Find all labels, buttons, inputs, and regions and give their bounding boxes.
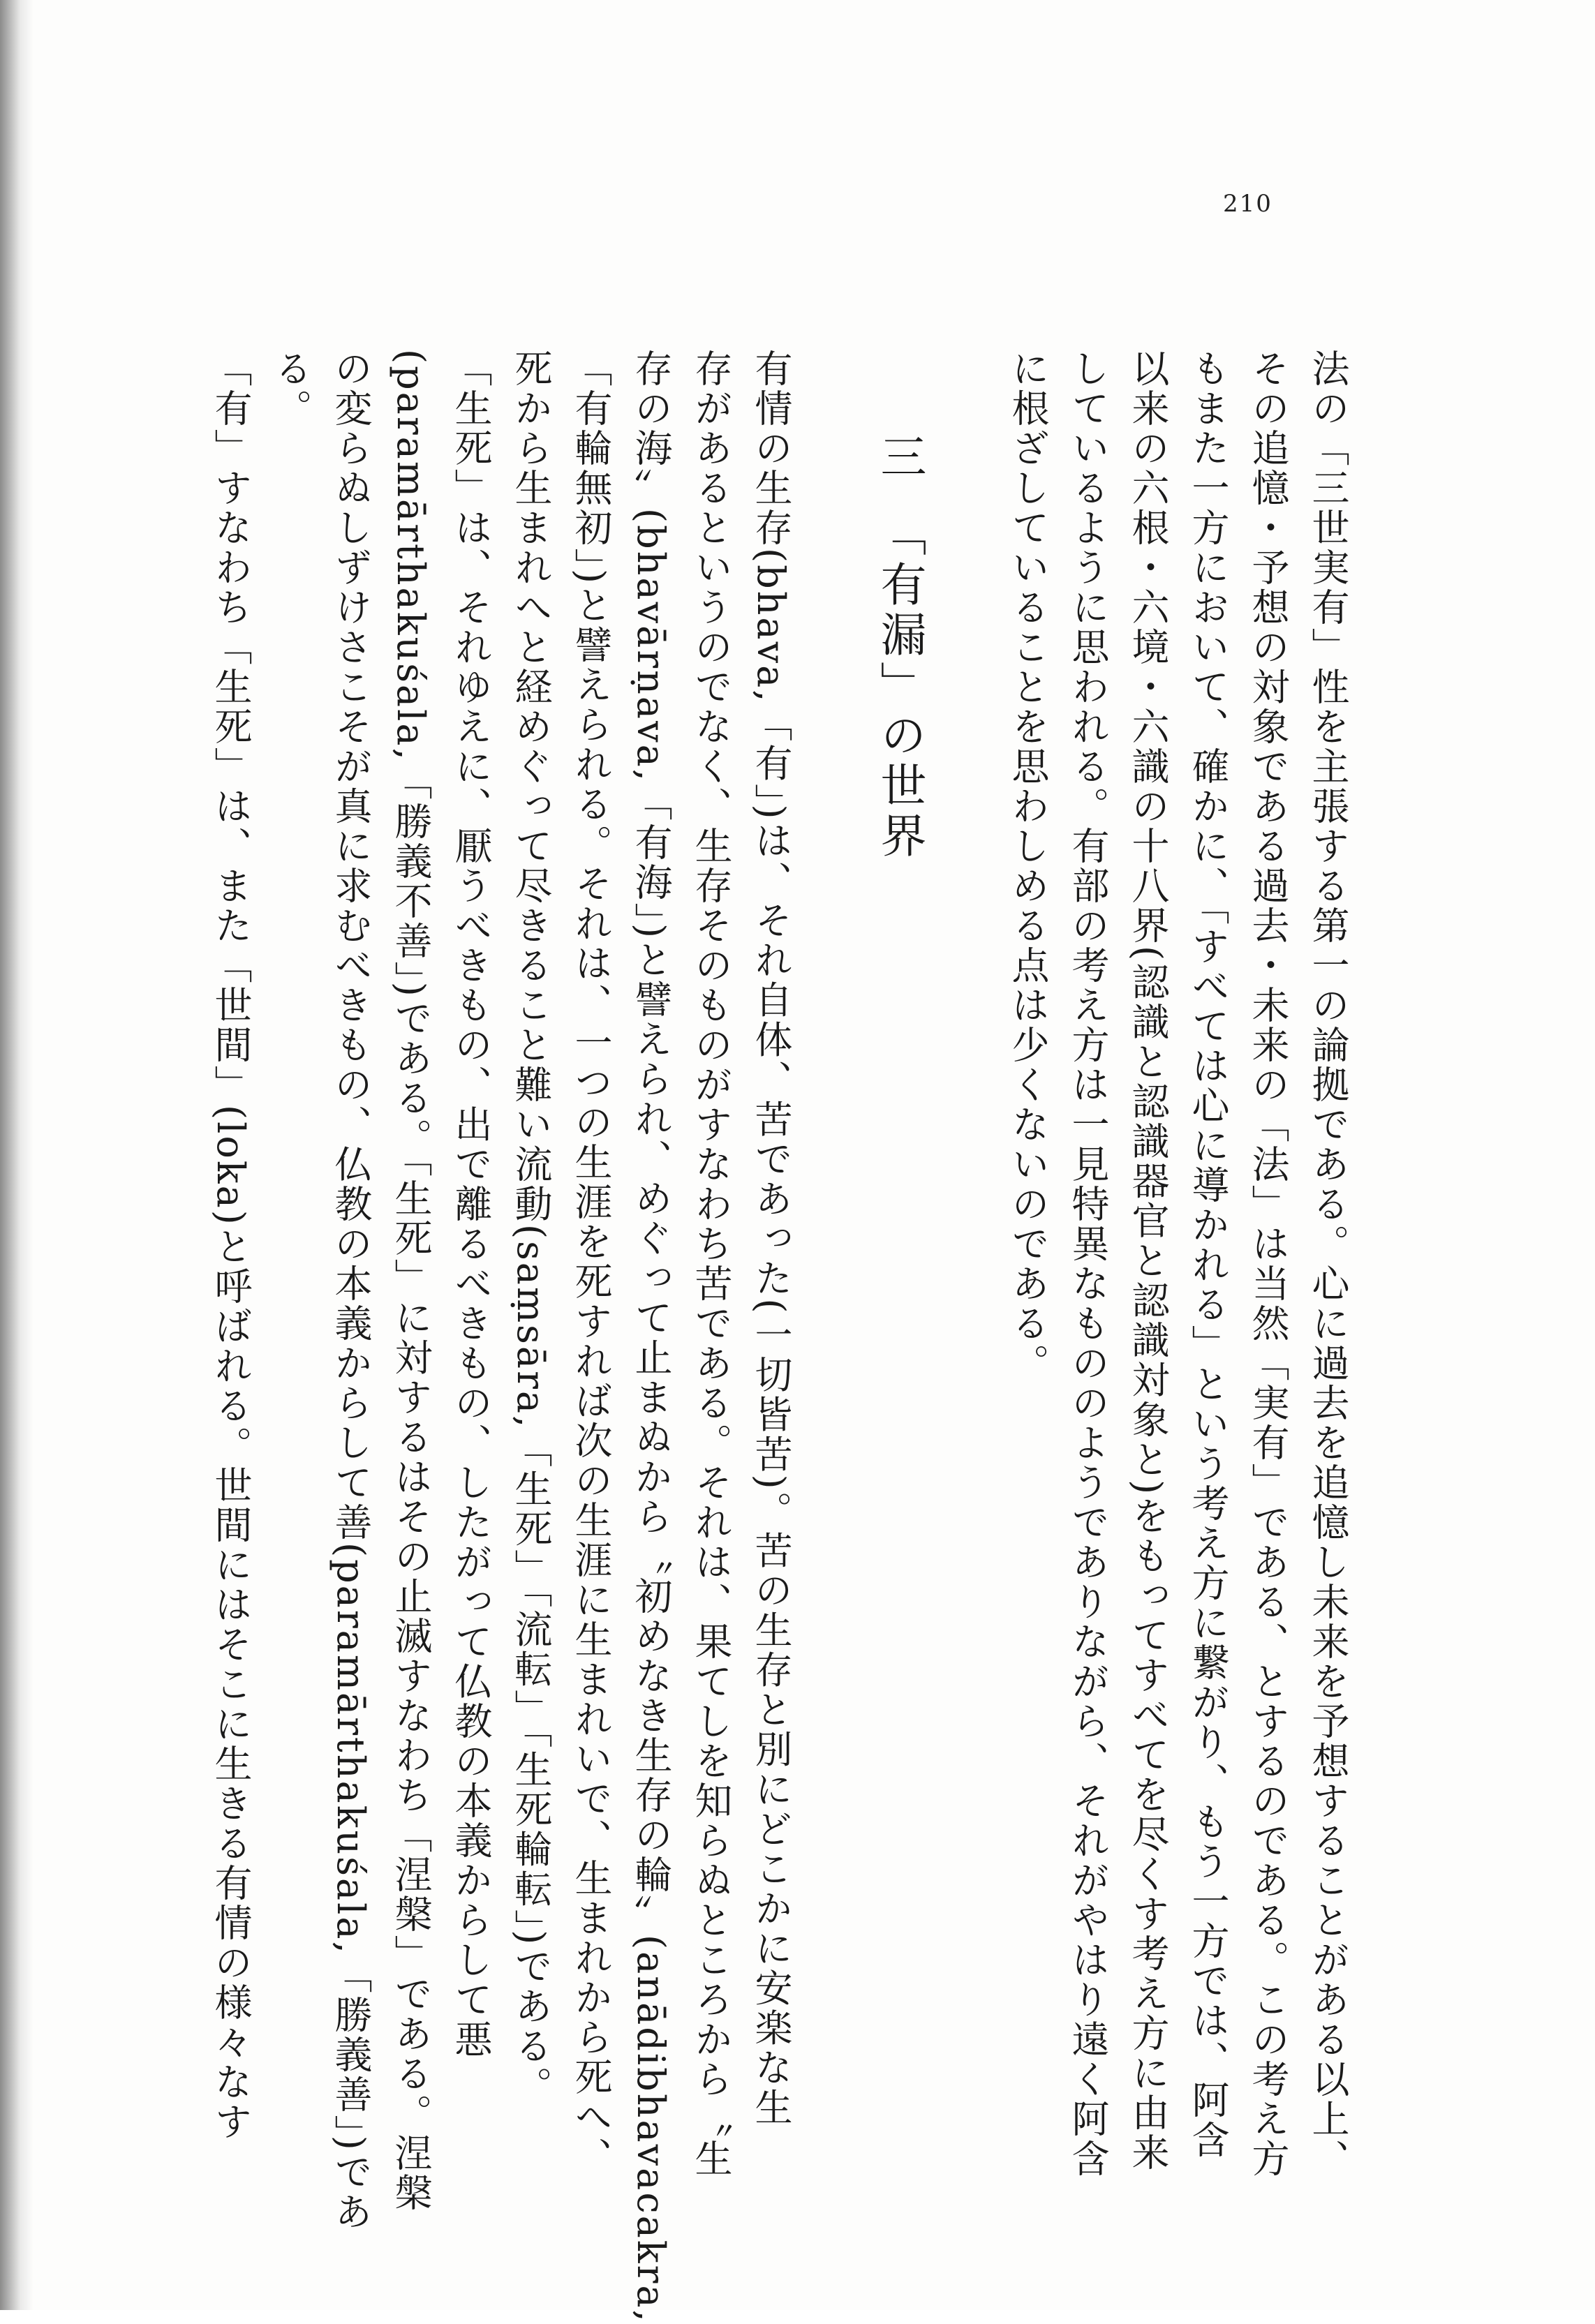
text-line: 死から生まれへと経めぐって尽きること難い流動(saṃsāra,「生死」「流転」「生死輪転」)である。 xyxy=(509,349,553,2106)
text-line: その追憶・予想の対象である過去・未来の「法」は当然「実有」である、とするのである。この考え方 xyxy=(1246,349,1290,2179)
text-line: 「有」すなわち「生死」は、また「世間」(loka)と呼ばれる。世間にはそこに生きる有情の様々なす xyxy=(209,349,253,2142)
text-line: 有情の生存(bhava,「有」)は、それ自体、苦であった(一切皆苦)。苦の生存と別にどこかに安楽な生 xyxy=(749,349,793,2128)
text-line: る。 xyxy=(269,349,313,429)
text-line: 「有輪無初」)と譬えられる。それは、一つの生涯を死すれば次の生涯に生まれいで、生まれから死へ、 xyxy=(569,349,613,2177)
text-line: もまた一方において、確かに、「すべては心に導かれる」という考え方に繋がり、もう一方では、阿含 xyxy=(1186,349,1230,2160)
scan-edge-shadow xyxy=(0,0,34,2310)
text-line: 「生死」は、それゆえに、厭うべきもの、出で離るべきもの、したがって仏教の本義からして悪 xyxy=(449,349,493,2059)
text-line: 以来の六根・六境・六識の十八界(認識と認識器官と認識対象と)をもってすべてを尽くす考え方に由来 xyxy=(1126,349,1170,2173)
text-line: 存の海〟(bhavārṇava,「有海」)と譬えられ、めぐって止まぬから〝初めなき生存の輪〟(anādibhavacakra, xyxy=(629,349,673,2324)
section-heading: 三 「有漏」の世界 xyxy=(873,433,926,862)
text-line: (paramārthakuśala,「勝義不善」)である。「生死」に対するはその止滅すなわち「涅槃」である。涅槃 xyxy=(389,349,433,2213)
text-line: 存があるというのでなく、生存そのものがすなわち苦である。それは、果てしを知らぬところから〝生 xyxy=(689,349,733,2179)
text-line: に根ざしていることを思わしめる点は少くないのである。 xyxy=(1006,349,1050,1383)
text-line: しているように思われる。有部の考え方は一見特異なもののようでありながら、それがやはり遠く阿含 xyxy=(1066,349,1110,2179)
vertical-text-body xyxy=(200,349,1358,2324)
page-number: 210 xyxy=(1223,190,1273,218)
text-line: の変らぬしずけさこそが真に求むべきもの、仏教の本義からして善(paramārthakuśala,「勝義善」)であ xyxy=(329,349,373,2232)
text-line: 法の「三世実有」性を主張する第一の論拠である。心に過去を追憶し未来を予想することがある以上、 xyxy=(1306,349,1350,2179)
section-spacer xyxy=(801,349,861,2177)
section-spacer xyxy=(937,349,997,2177)
